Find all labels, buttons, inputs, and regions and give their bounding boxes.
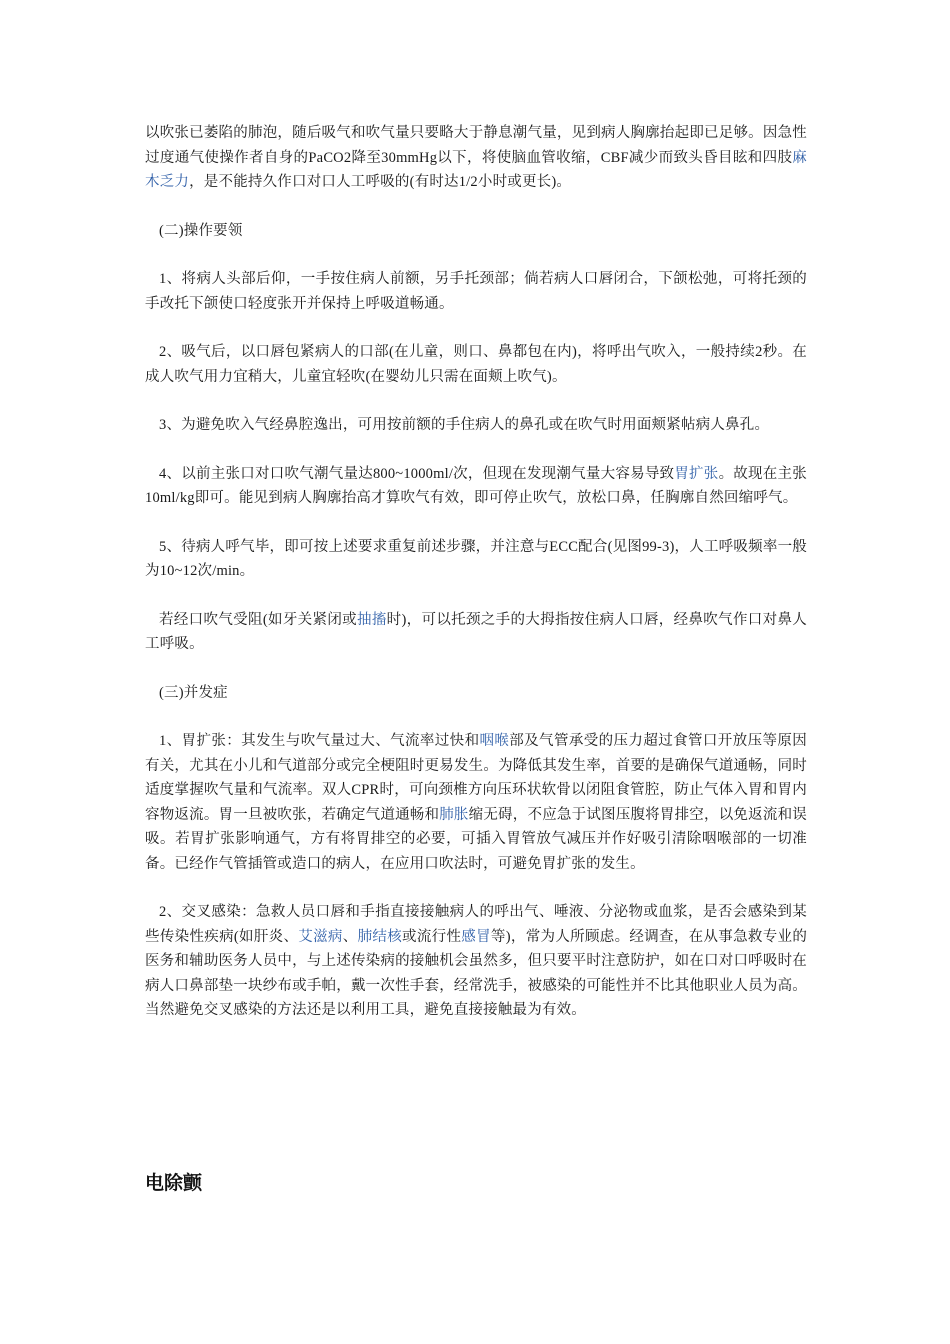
step-4-text-1: 4、以前主张口对口吹气潮气量达800~1000ml/次，但现在发现潮气量大容易导致 (159, 465, 675, 482)
step-5-paragraph: 5、待病人呼气毕，即可按上述要求重复前述步骤，并注意与ECC配合(见图99-3)，人工呼吸频率一般为10~12次/min。 (145, 538, 807, 579)
comp-2-text-4: 等)，常为人所顾虑。经调查，在从事急救专业的医务和辅助医务人员中，与上述传染病的接触机会虽然多，但只要平时注意防护，如在口对口呼吸时在病人口鼻部垫一块纱布或手帕，戴一次性手套，经常洗手，被感染的可能性并不比其他职业人员为高。当然避免交叉感染的方法还是以利用工具，避免直接接触最为有效。 (145, 928, 808, 1018)
intro-text-1: 以吹张已萎陷的肺泡，随后吸气和吹气量只要略大于静息潮气量，见到病人胸廓抬起即已足够。因急性过度通气使操作者自身的PaCO2降至30mmHg以下，将使脑血管收缩，CBF减少而致头昏目眩和四肢 (145, 125, 807, 166)
link-throat[interactable]: 咽喉 (479, 733, 510, 749)
intro-paragraph (145, 121, 807, 195)
section-2-title: (二)操作要领 (159, 222, 243, 239)
link-cold[interactable]: 感冒 (461, 928, 491, 945)
comp-1-text-3: 缩无碍，不应急于试图压腹将胃排空，以免返流和误吸。若胃扩张影响通气，方有将胃排空的必要，可插入胃管放气减压并作好吸引清除咽喉部的一切准备。已经作气管插管或造口的病人，在应用口吹法时，可避免胃扩张的发生。 (145, 806, 807, 872)
intro-text-2: ，是不能持久作口对口人工呼吸的(有时达1/2小时或更长)。 (189, 174, 572, 190)
nasal-text-1: 若经口吹气受阻(如牙关紧闭或 (159, 611, 357, 628)
comp-2-text-2: 、 (342, 928, 358, 945)
comp-2-text-3: 或流行性 (402, 928, 462, 945)
step-3-paragraph: 3、为避免吹入气经鼻腔逸出，可用按前额的手住病人的鼻孔或在吹气时用面颊紧帖病人鼻孔。 (159, 417, 770, 433)
complication-2-paragraph (145, 900, 807, 1023)
link-numbness[interactable]: 麻木乏力 (145, 149, 807, 190)
step-4-paragraph (145, 462, 807, 511)
step-4-text-2: 。故现在主张10ml/kg即可。能见到病人胸廓抬高才算吹气有效，即可停止吹气，放松口鼻，任胸廓自然回缩呼气。 (145, 465, 807, 506)
step-2-paragraph: 2、吸气后，以口唇包紧病人的口部(在儿童，则口、鼻都包在内)，将呼出气吹入，一般持续2秒。在成人吹气用力宜稍大，儿童宜轻吹(在婴幼儿只需在面颊上吹气)。 (145, 344, 807, 385)
link-gastric-distension[interactable]: 胃扩张 (674, 465, 719, 482)
nasal-breathing-paragraph (145, 608, 807, 657)
document-body (145, 121, 807, 1023)
link-convulsion[interactable]: 抽搐 (356, 611, 387, 628)
comp-2-text-1: 2、交叉感染：急救人员口唇和手指直接接触病人的呼出气、唾液、分泌物或血浆，是否会感染到某些传染性疾病(如肝炎、 (145, 904, 807, 945)
comp-1-text-1: 1、胃扩张：其发生与吹气量过大、气流率过快和 (159, 733, 480, 749)
complication-1-paragraph (145, 729, 807, 876)
link-aids[interactable]: 艾滋病 (298, 928, 343, 945)
comp-1-text-2: 部及气管承受的压力超过食管口开放压等原因有关，尤其在小儿和气道部分或完全梗阻时更易发生。为降低其发生率，首要的是确保气道通畅，同时适度掌握吹气量和气流率。双人CPR时，可向颈椎方向压环状软骨以闭阻食管腔，防止气体入胃和胃内容物返流。胃一旦被吹张，若确定气道通畅和 (145, 733, 807, 823)
step-1-paragraph: 1、将病人头部后仰，一手按住病人前额，另手托颈部；倘若病人口唇闭合，下颌松弛，可将托颈的手改托下颌使口轻度张开并保持上呼吸道畅通。 (145, 271, 807, 312)
link-tuberculosis[interactable]: 肺结核 (357, 928, 403, 945)
section-heading-defibrillation: 电除颤 (145, 1173, 203, 1194)
section-3-title: (三)并发症 (159, 684, 228, 701)
nasal-text-2: 时)，可以托颈之手的大拇指按住病人口唇，经鼻吹气作口对鼻人工呼吸。 (145, 611, 807, 652)
link-lung-expansion[interactable]: 肺胀 (439, 806, 469, 823)
